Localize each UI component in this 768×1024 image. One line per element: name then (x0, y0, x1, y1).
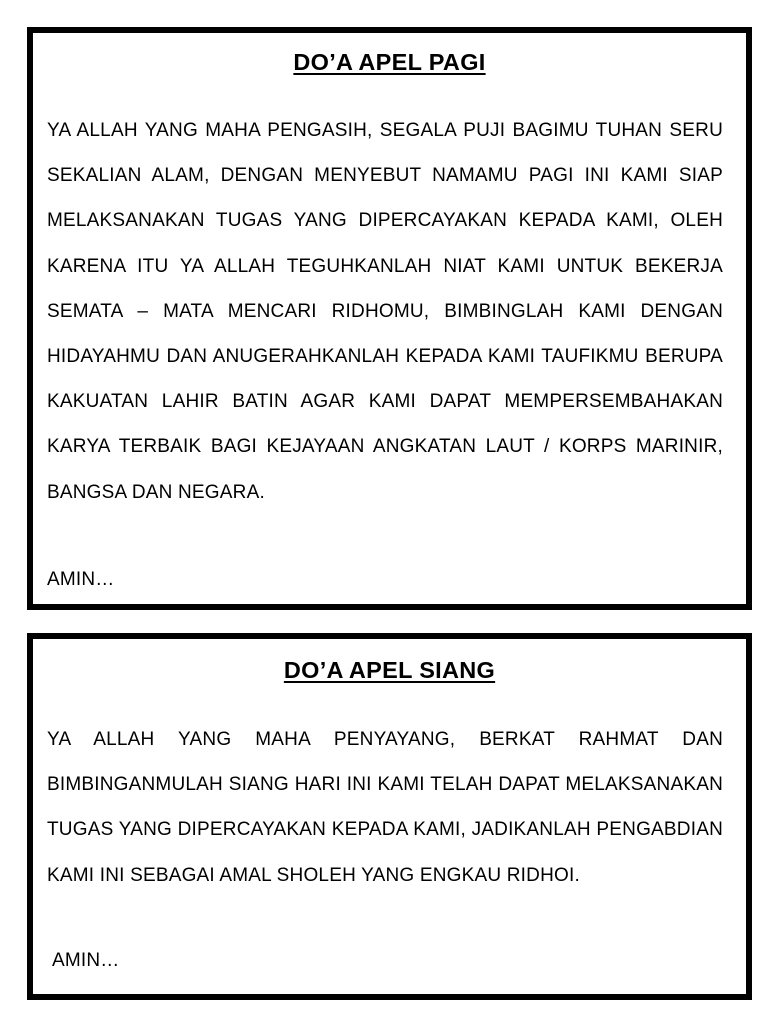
prayer-closing-midday: AMIN… (52, 950, 120, 971)
prayer-card-morning (27, 27, 752, 610)
prayer-text-morning: YA ALLAH YANG MAHA PENGASIH, SEGALA PUJI BAGIMU TUHAN SERU SEKALIAN ALAM, DENGAN MENYEBUT NAMAMU PAGI INI KAMI SIAP MELAKSANAKAN TUGAS YANG DIPERCAYAKAN KEPADA KAMI, OLEH KARENA ITU YA ALLAH TEGUHKANLAH NIAT KAMI UNTUK BEKERJA SEMATA – MATA MENCARI RIDHOMU, BIMBINGLAH KAMI DENGAN HIDAYAHMU DAN ANUGERAHKANLAH KEPADA KAMI TAUFIKMU BERUPA KAKUATAN LAHIR BATIN AGAR KAMI DAPAT MEMPERSEMBAHAKAN KARYA TERBAIK BAGI KEJAYAAN ANGKATAN LAUT / KORPS MARINIR, BANGSA DAN NEGARA. (47, 120, 723, 503)
prayer-card-midday (27, 633, 752, 1000)
prayer-title-midday: DO’A APEL SIANG (283, 657, 496, 683)
prayer-text-midday: YA ALLAH YANG MAHA PENYAYANG, BERKAT RAHMAT DAN BIMBINGANMULAH SIANG HARI INI KAMI TELAH DAPAT MELAKSANAKAN TUGAS YANG DIPERCAYAKAN KEPADA KAMI, JADIKANLAH PENGABDIAN KAMI INI SEBAGAI AMAL SHOLEH YANG ENGKAU RIDHOI. (47, 729, 723, 886)
prayer-closing-morning: AMIN… (47, 569, 115, 590)
prayer-title-morning: DO’A APEL PAGI (293, 49, 486, 75)
